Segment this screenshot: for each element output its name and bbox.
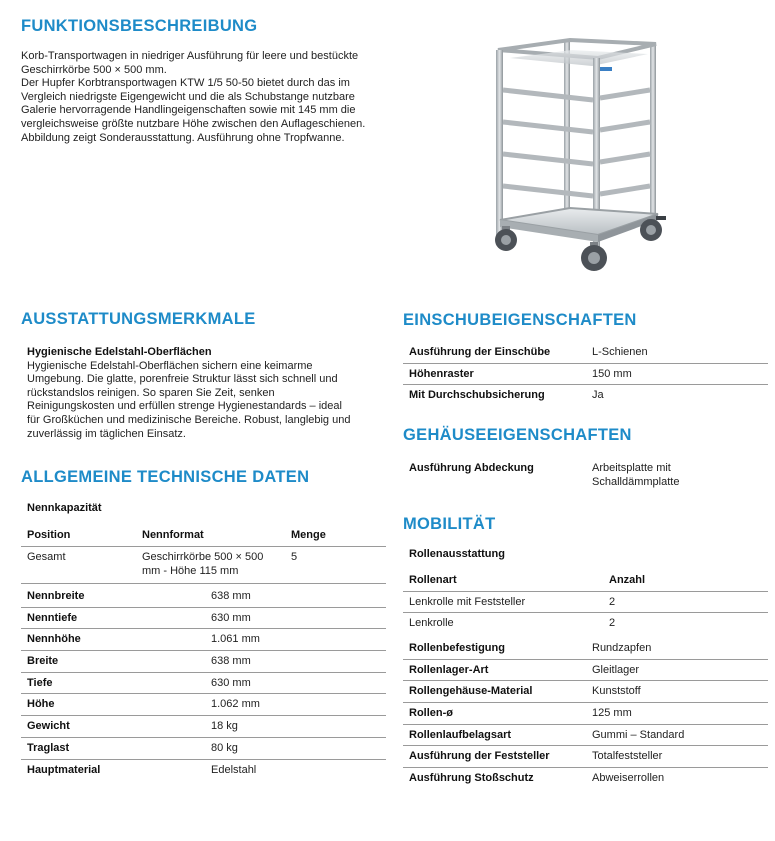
cap-format-1: Geschirrkörbe 500 × 500: [142, 550, 264, 563]
row-label: Gewicht: [27, 720, 70, 733]
mobil-table: [403, 638, 768, 789]
section-title-gehaeuse: GEHÄUSEEIGENSCHAFTEN: [403, 426, 632, 444]
nennkapazitaet-label: Nennkapazität: [27, 502, 102, 514]
row-label: Rollen-ø: [409, 707, 453, 720]
text-line: rückstandslos reinigen. So sparen Sie Zeit, senken: [27, 386, 275, 399]
table-row: [21, 716, 386, 738]
capacity-row: [21, 547, 386, 584]
row-label: Ausführung der Feststeller: [409, 750, 550, 763]
table-row: [21, 586, 386, 608]
cap-format-2: mm - Höhe 115 mm: [142, 564, 239, 577]
row-label: Breite: [27, 655, 59, 668]
row-value: Gummi – Standard: [592, 728, 685, 741]
row-label: Traglast: [27, 741, 70, 754]
section-title-allgemein: ALLGEMEINE TECHNISCHE DATEN: [21, 468, 310, 486]
table-row: [21, 738, 386, 760]
text-line: Der Hupfer Korbtransportwagen KTW 1/5 50-50 bietet durch das im: [21, 77, 350, 90]
row-value: 1.061 mm: [211, 633, 260, 646]
capacity-table: [21, 525, 386, 584]
table-row: [403, 768, 768, 789]
ausstattung-heading: Hygienische Edelstahl-Oberflächen: [27, 346, 212, 358]
rollen-table: [403, 570, 768, 634]
row-value: 1.062 mm: [211, 698, 260, 711]
rollenausstattung-label: Rollenausstattung: [409, 548, 505, 560]
gehaeuse-table: [403, 458, 768, 494]
text-line: Geschirrkörbe 500 × 500 mm.: [21, 63, 167, 76]
cap-position: Gesamt: [27, 550, 66, 563]
table-row: [403, 385, 768, 406]
cap-menge: 5: [291, 550, 298, 563]
row-label: Nennhöhe: [27, 633, 81, 646]
table-row: [403, 638, 768, 660]
row-value: L-Schienen: [592, 346, 648, 358]
row-label: Rollenlaufbelagsart: [409, 728, 512, 741]
table-row: [403, 458, 768, 494]
table-row: [21, 608, 386, 630]
funktion-text: [21, 50, 401, 145]
table-row: [403, 342, 768, 364]
row-value: 638 mm: [211, 655, 251, 668]
row-value: Edelstahl: [211, 763, 257, 776]
rollen-art: Lenkrolle mit Feststeller: [409, 595, 526, 608]
row-label: Ausführung Abdeckung: [409, 462, 534, 474]
table-row: [21, 651, 386, 673]
row-label: Hauptmaterial: [27, 763, 101, 776]
product-image: [480, 30, 700, 285]
row-value: 18 kg: [211, 720, 238, 733]
row-value: Abweiserrollen: [592, 772, 665, 785]
row-label: Mit Durchschubsicherung: [409, 389, 545, 402]
text-line: Hygienische Edelstahl-Oberflächen sichern eine keimarme: [27, 359, 313, 372]
row-value: 80 kg: [211, 741, 238, 754]
section-title-funktion: FUNKTIONSBESCHREIBUNG: [21, 17, 258, 35]
row-value: 125 mm: [592, 707, 632, 720]
section-title-mobil: MOBILITÄT: [403, 515, 496, 533]
ausstattung-text: [27, 346, 377, 441]
table-row: [403, 681, 768, 703]
table-row: [21, 694, 386, 716]
row-value-2: Schalldämmplatte: [592, 476, 680, 488]
row-label: Rollengehäuse-Material: [409, 685, 533, 698]
table-row: [403, 364, 768, 386]
einschub-table: [403, 342, 768, 406]
row-label: Nenntiefe: [27, 611, 78, 624]
row-label: Ausführung der Einschübe: [409, 346, 551, 358]
row-value: Kunststoff: [592, 685, 641, 698]
text-line: zuverlässig im täglichen Einsatz.: [27, 427, 186, 440]
table-row: [403, 703, 768, 725]
row-value: 630 mm: [211, 676, 251, 689]
row-label: Höhenraster: [409, 367, 474, 380]
row-label: Nennbreite: [27, 590, 85, 602]
rollen-header-row: [403, 570, 768, 592]
row-value: 150 mm: [592, 367, 632, 380]
rollen-anzahl: 2: [609, 617, 616, 630]
text-line: Galerie hervorragende Handlingeigenschaften sowie mit 145 mm die: [21, 104, 356, 117]
text-line: Reinigungskosten und erfüllen strenge Hygienestandards – ideal: [27, 400, 342, 413]
capacity-header-row: [21, 525, 386, 547]
header-rollenart: Rollenart: [409, 574, 457, 586]
trolley-illustration: [480, 30, 700, 285]
section-title-ausstattung: AUSSTATTUNGSMERKMALE: [21, 310, 256, 328]
text-line: Abbildung zeigt Sonderausstattung. Ausführung ohne Tropfwanne.: [21, 131, 345, 144]
text-line: Umgebung. Die glatte, porenfreie Struktur lässt sich schnell und: [27, 373, 338, 386]
header-position: Position: [27, 529, 71, 541]
rollen-anzahl: 2: [609, 595, 616, 608]
row-value: 638 mm: [211, 590, 251, 602]
header-menge: Menge: [291, 529, 326, 541]
row-label: Ausführung Stoßschutz: [409, 772, 534, 785]
text-line: für Großküchen und medizinische Bereiche. Robust, langlebig und: [27, 413, 351, 426]
rollen-art: Lenkrolle: [409, 617, 454, 630]
table-row: [21, 673, 386, 695]
table-row: [403, 725, 768, 747]
row-label: Rollenlager-Art: [409, 663, 489, 676]
row-value: Gleitlager: [592, 663, 640, 676]
header-anzahl: Anzahl: [609, 574, 646, 586]
row-value-1: Arbeitsplatte mit: [592, 462, 671, 474]
table-row: [21, 629, 386, 651]
table-row: [21, 760, 386, 781]
row-value: Totalfeststeller: [592, 750, 663, 763]
text-line: Korb-Transportwagen in niedriger Ausführung für leere und bestückte: [21, 50, 359, 62]
section-title-einschub: EINSCHUBEIGENSCHAFTEN: [403, 311, 637, 329]
table-row: [403, 592, 768, 614]
row-label: Tiefe: [27, 676, 53, 689]
table-row: [403, 746, 768, 768]
row-label: Höhe: [27, 698, 55, 711]
text-line: Vergleich niedrigste Eigengewicht und die als Schubstange nutzbare: [21, 90, 355, 103]
row-label: Rollenbefestigung: [409, 642, 505, 654]
row-value: 630 mm: [211, 611, 251, 624]
text-line: vergleichsweise größte nutzbare Höhe zwischen den Auflageschienen.: [21, 117, 366, 130]
table-row: [403, 613, 768, 634]
row-value: Ja: [592, 389, 604, 402]
general-table: [21, 586, 386, 780]
header-format: Nennformat: [142, 529, 204, 541]
table-row: [403, 660, 768, 682]
row-value: Rundzapfen: [592, 642, 652, 654]
